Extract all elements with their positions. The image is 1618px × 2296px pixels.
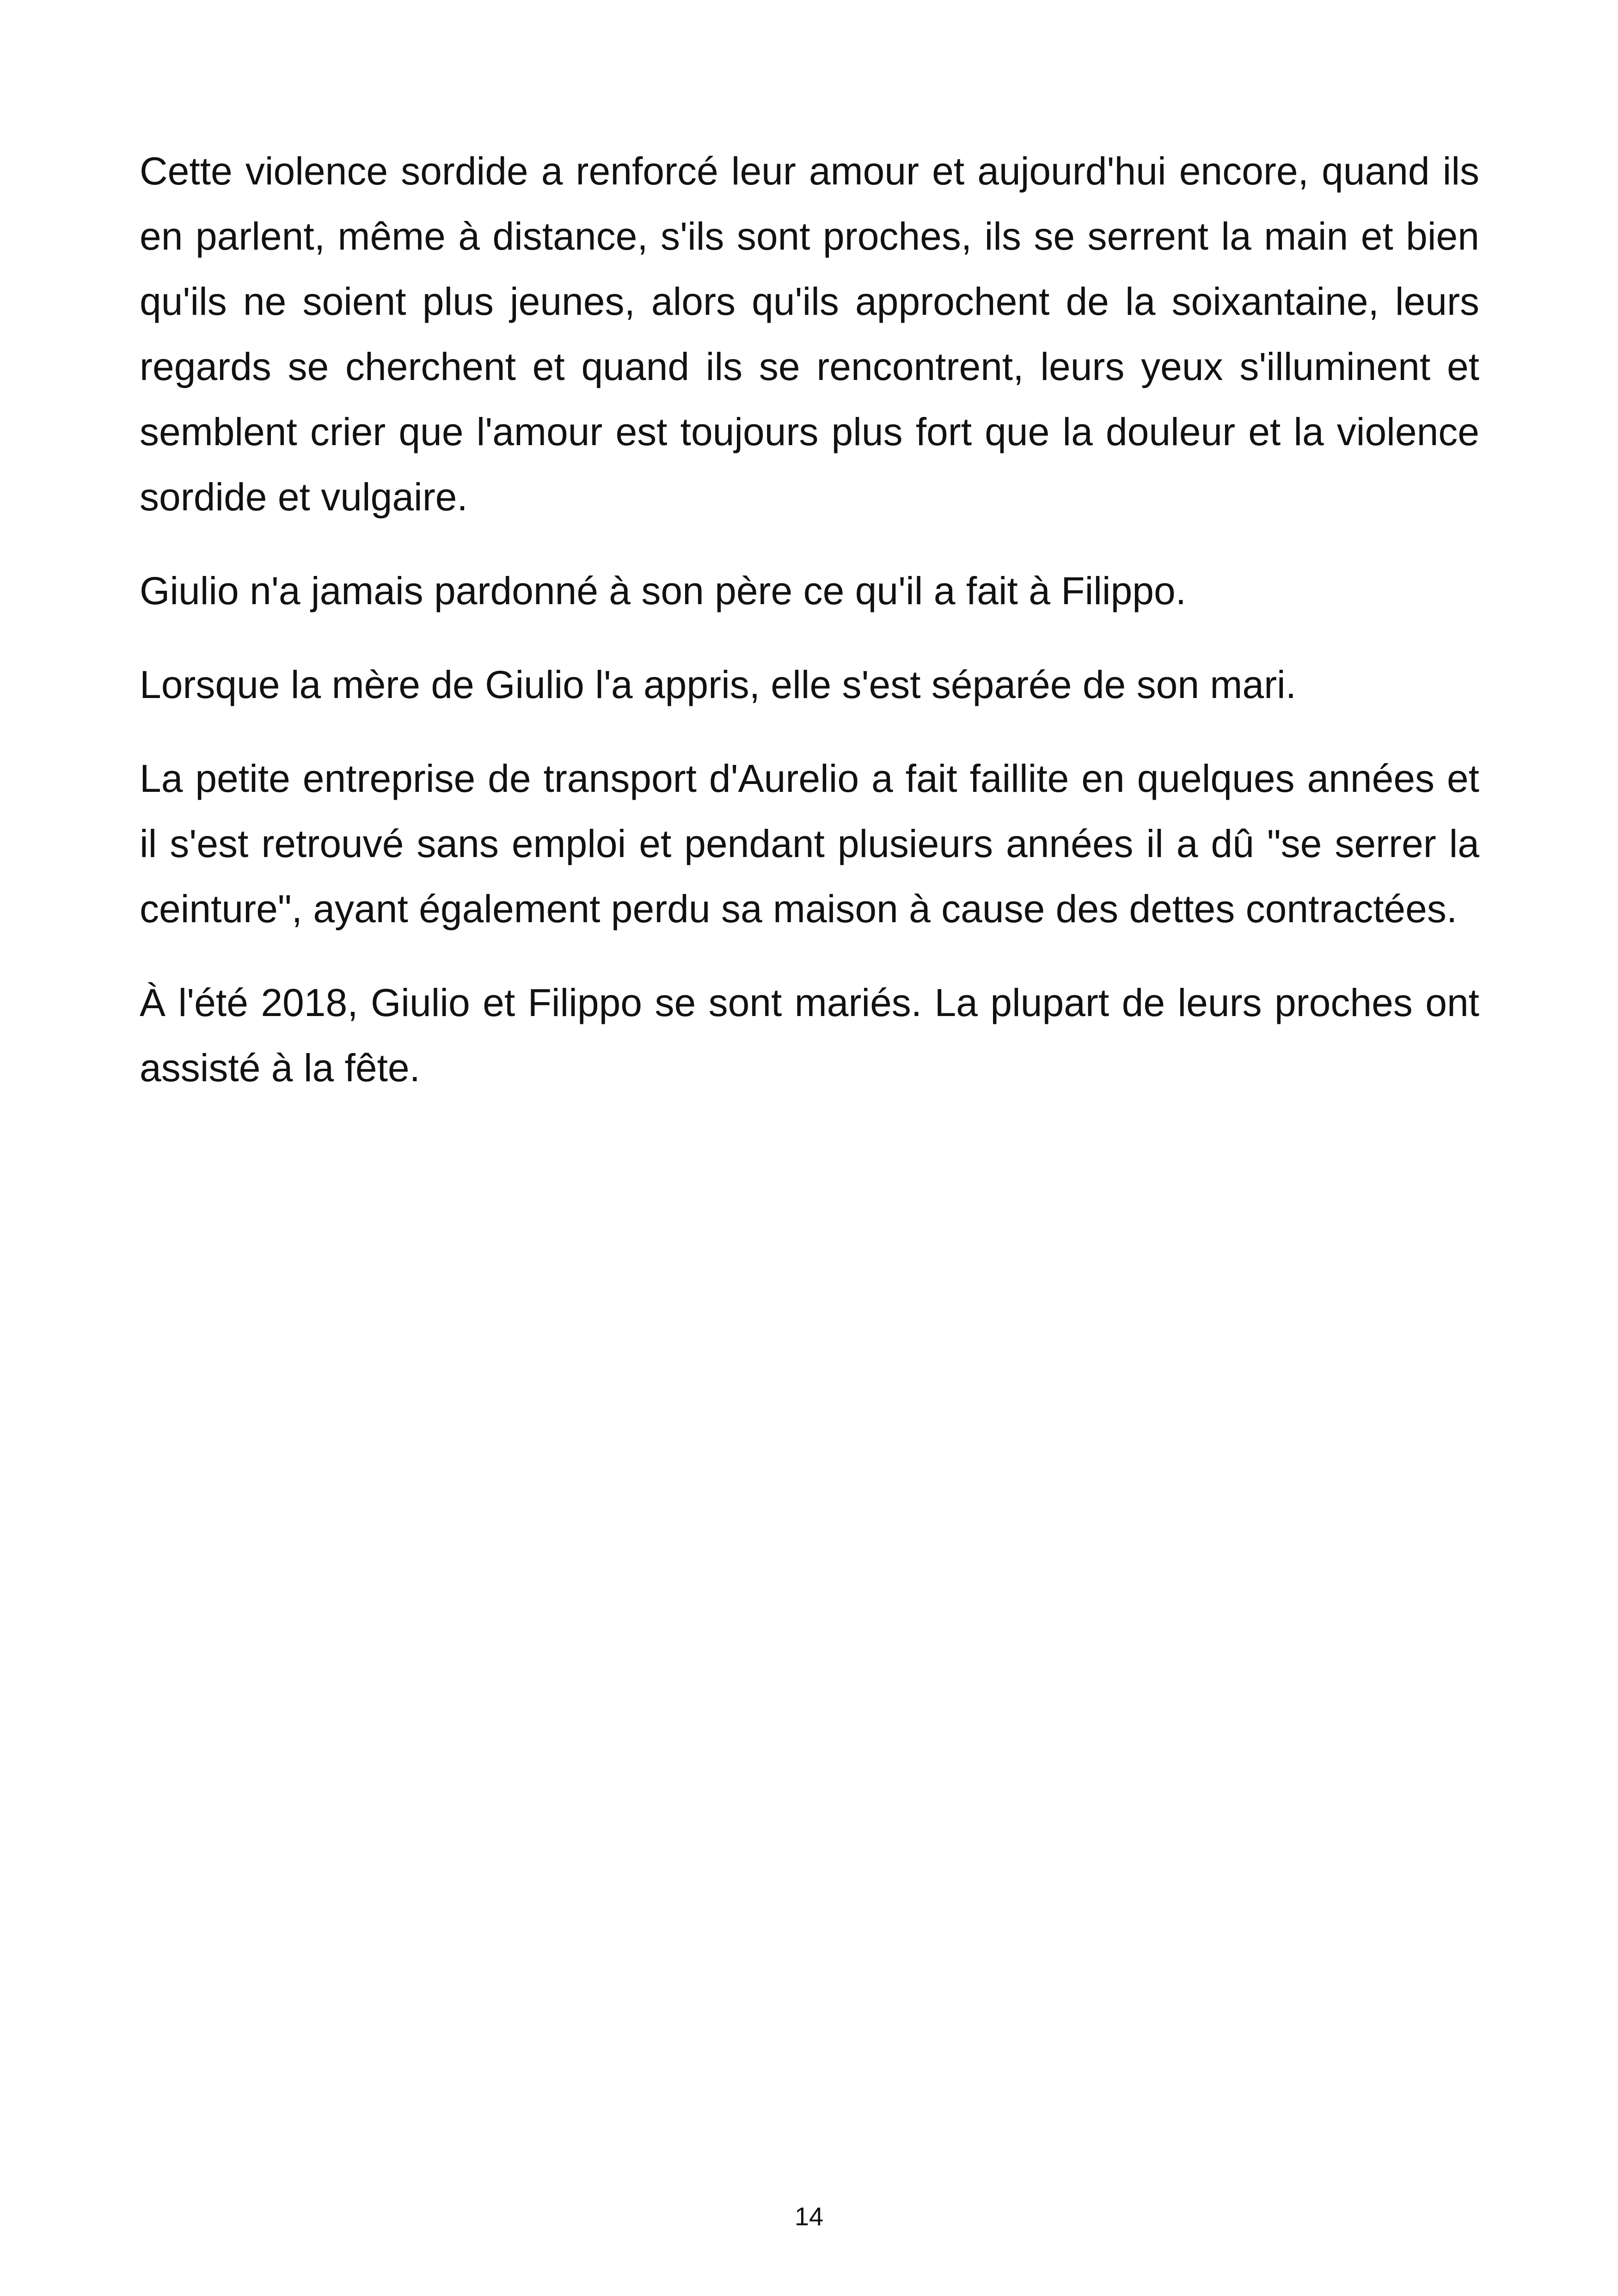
paragraph-mother-separation: Lorsque la mère de Giulio l'a appris, elle s'est séparée de son mari.	[140, 663, 1297, 706]
paragraph-violence: Cette violence sordide a renforcé leur amour et aujourd'hui encore, quand ils en parlent, même à distance, s'ils sont proches, ils se serrent la main et bien qu'ils ne soient plus jeunes, alors qu'ils approchent de la soixantaine, leurs regards se cherchent et quand ils se rencontrent, leurs yeux s'illuminent et semblent crier que l'amour est toujours plus fort que la douleur et la violence sordide et vulgaire.	[140, 149, 1479, 519]
paragraph-giulio-pardon: Giulio n'a jamais pardonné à son père ce qu'il a fait à Filippo.	[140, 569, 1187, 612]
paragraph-wedding: À l'été 2018, Giulio et Filippo se sont mariés. La plupart de leurs proches ont assisté à la fête.	[140, 981, 1479, 1090]
page-number: 14	[794, 2202, 824, 2231]
paragraph-aurelio-bankruptcy: La petite entreprise de transport d'Aurelio a fait faillite en quelques années et il s'est retrouvé sans emploi et pendant plusieurs années il a dû "se serrer la ceinture", ayant également perdu sa maison à cause des dettes contractées.	[140, 757, 1479, 931]
body-text	[140, 139, 1479, 1101]
